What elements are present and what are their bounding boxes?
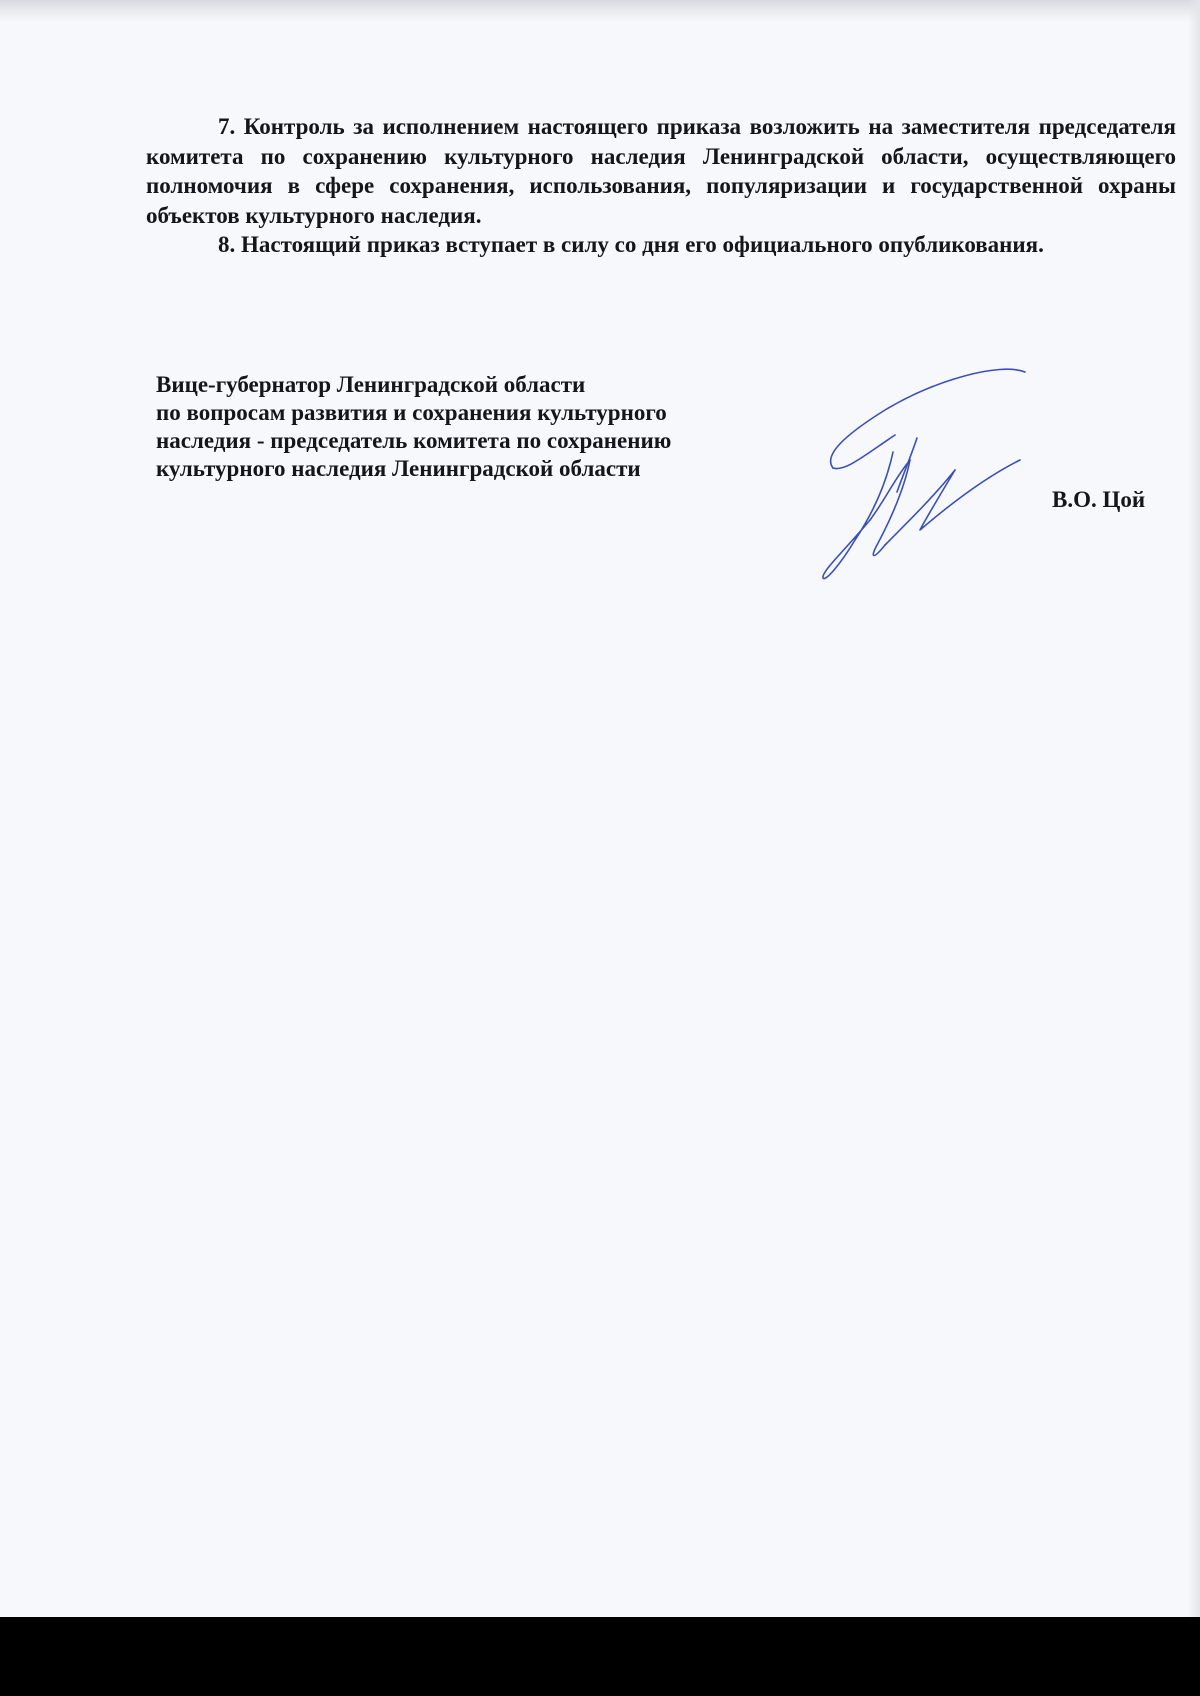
signer-name: В.О. Цой [1052, 487, 1146, 512]
paragraph-7: 7. Контроль за исполнением настоящего приказа возложить на заместителя председателя комитета по сохранению культурного наследия Ленинградской области, осуществляющего полномочия в сфере сохранения, использования, популяризации и государственной охраны объектов культурного наследия. [146, 114, 1176, 228]
handwritten-signature-icon [815, 360, 1035, 590]
position-line: по вопросам развития и сохранения культурного [156, 400, 667, 425]
document-body [146, 112, 1176, 260]
scan-bottom-border [0, 1617, 1200, 1696]
position-line: Вице-губернатор Ленинградской области [156, 372, 586, 397]
paragraph-8: 8. Настоящий приказ вступает в силу со дня его официального опубликования. [218, 232, 1044, 257]
signatory-position [156, 371, 671, 483]
position-line: наследия - председатель комитета по сохранению [156, 428, 672, 453]
position-line: культурного наследия Ленинградской области [156, 456, 641, 481]
